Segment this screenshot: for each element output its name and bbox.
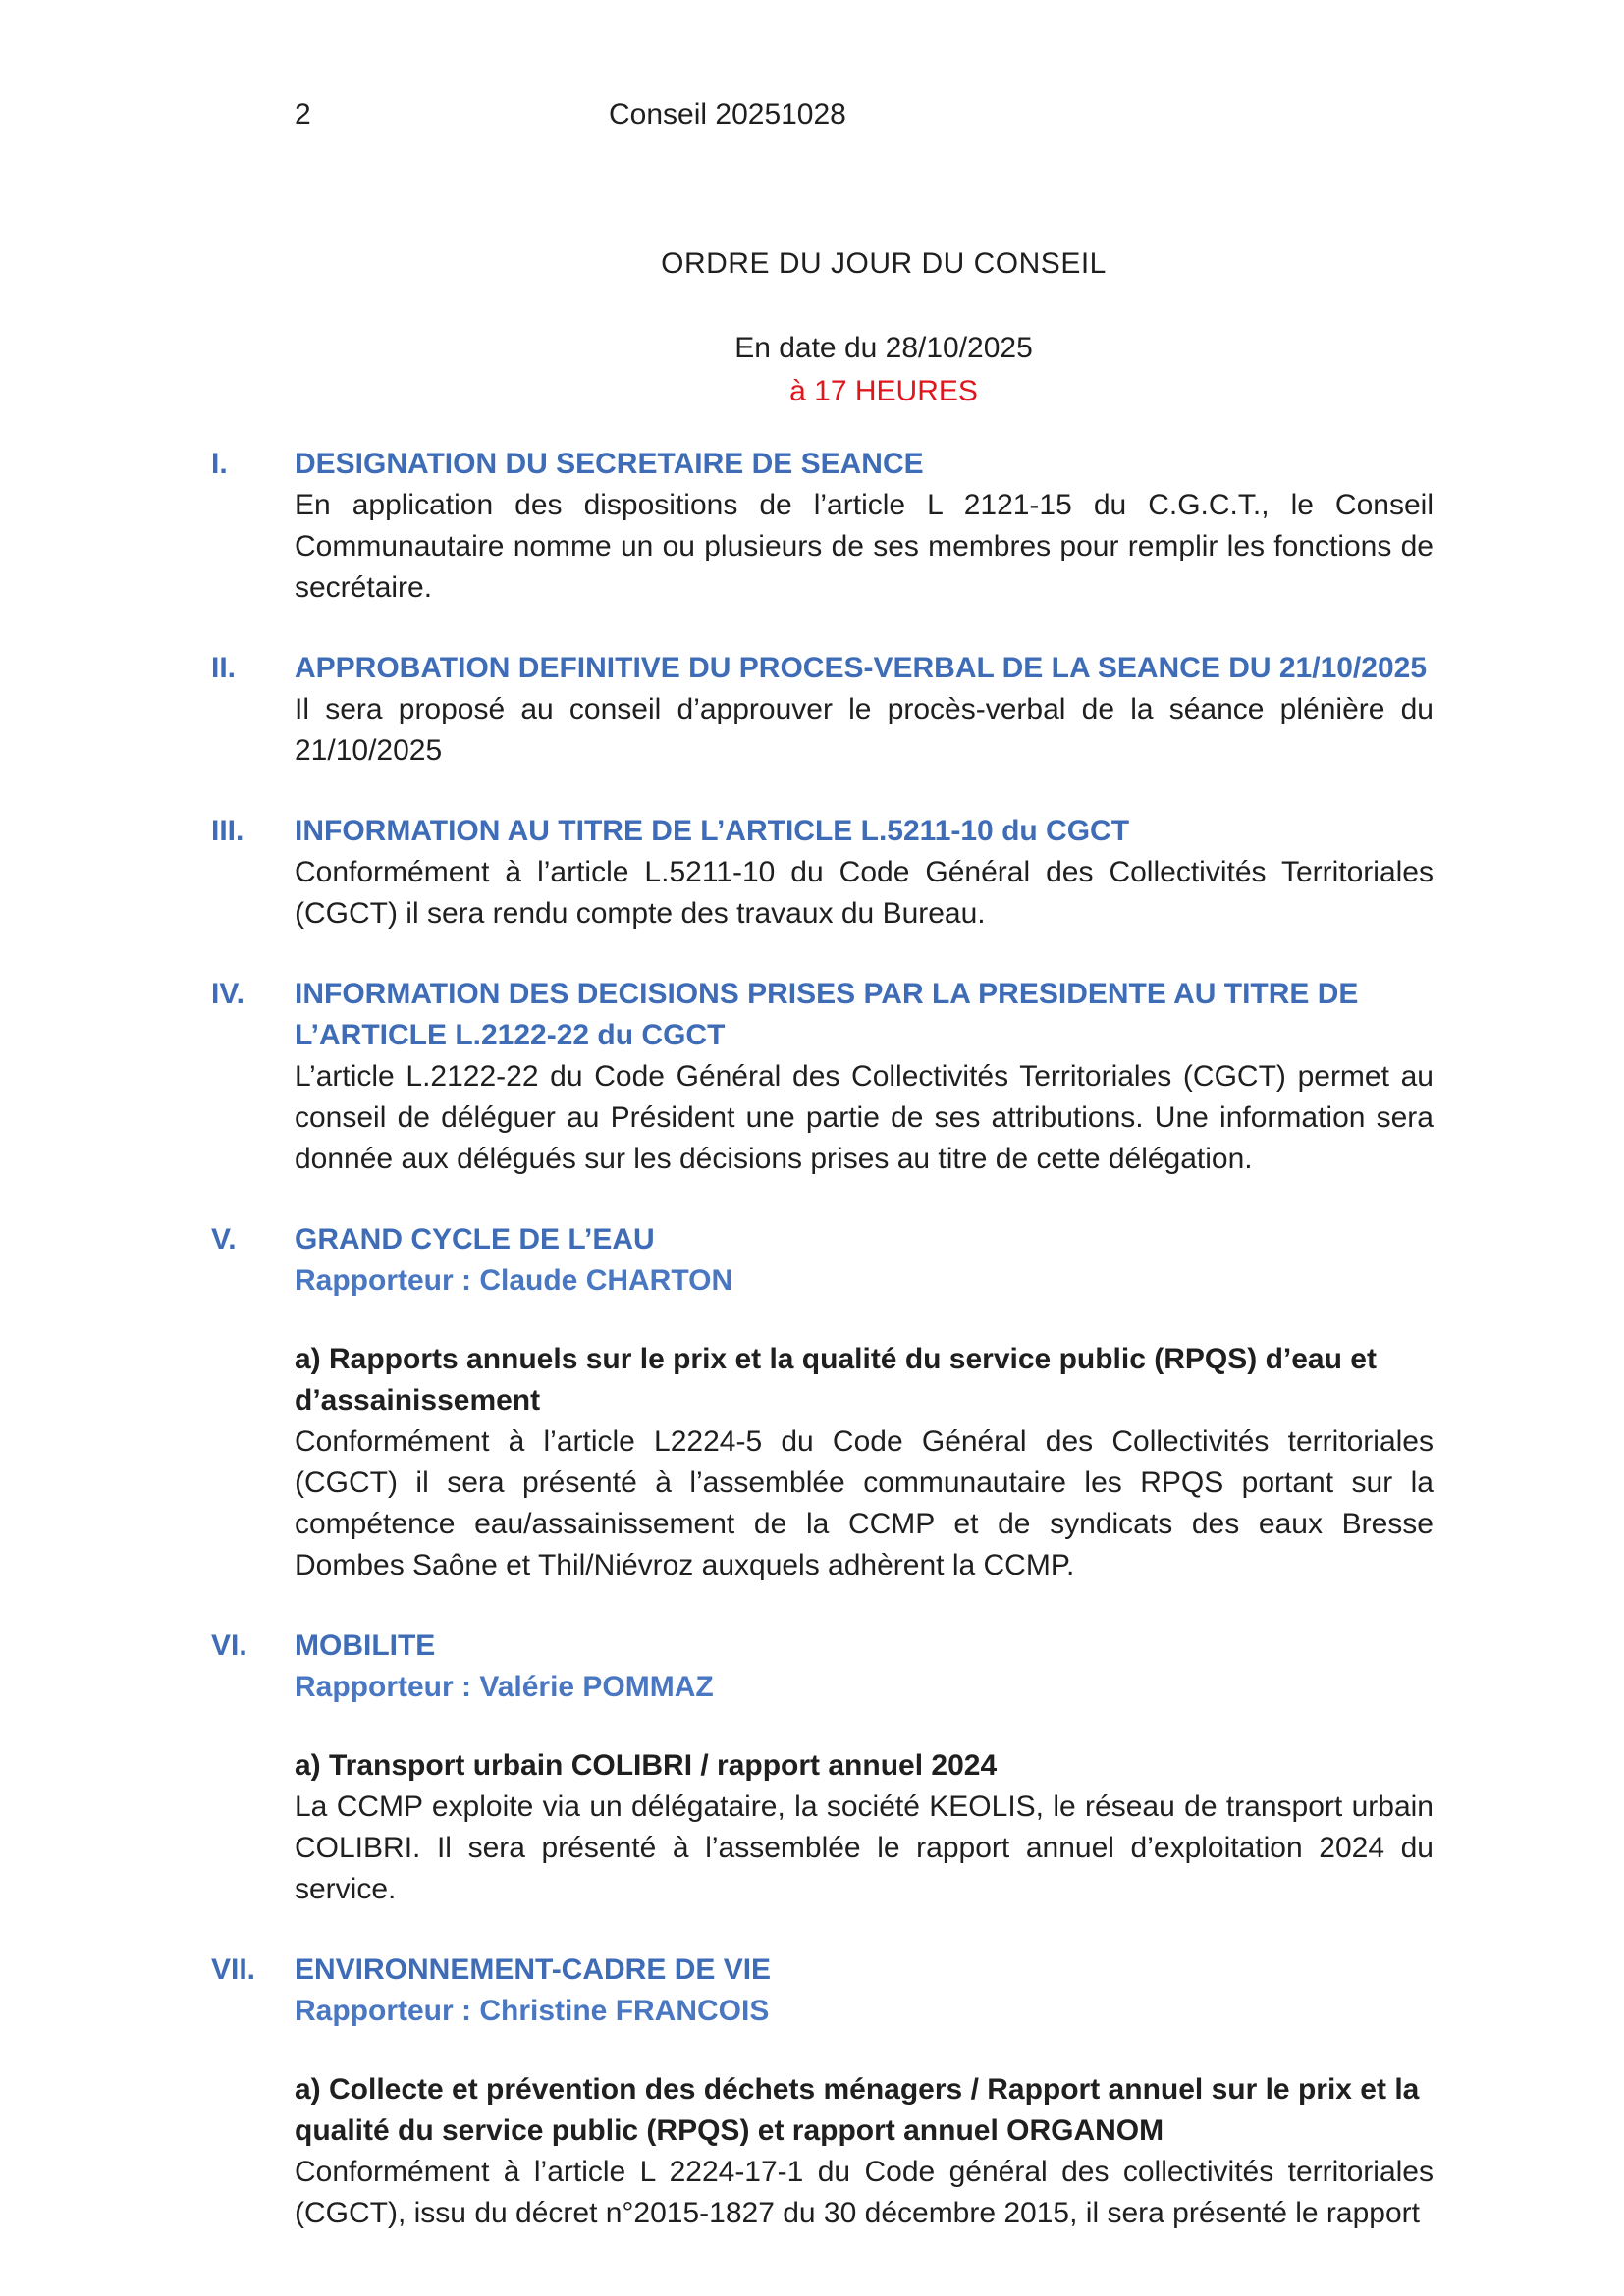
section-heading: INFORMATION AU TITRE DE L’ARTICLE L.5211-10 du CGCT <box>295 815 1130 847</box>
section-rapporteur: Rapporteur : Christine FRANCOIS <box>295 1995 770 2027</box>
agenda-section-7 <box>211 1949 1438 2234</box>
agenda-section-3 <box>211 811 1438 934</box>
document-title: ORDRE DU JOUR DU CONSEIL <box>661 247 1107 280</box>
section-item-a <box>295 1745 1434 1910</box>
section-numeral: VI. <box>211 1629 247 1662</box>
document-date: En date du 28/10/2025 <box>734 332 1033 364</box>
item-label: a) Collecte et prévention des déchets ménagers / Rapport annuel sur le prix et la qualité du service public (RPQS) et rapport annuel ORGANOM <box>295 2073 1420 2147</box>
item-label: a) Rapports annuels sur le prix et la qualité du service public (RPQS) d’eau et d’assainissement <box>295 1343 1377 1416</box>
agenda-section-1 <box>211 444 1438 609</box>
section-numeral: I. <box>211 448 228 480</box>
document-time: à 17 HEURES <box>789 375 978 407</box>
agenda-section-5 <box>211 1219 1438 1586</box>
title-block <box>334 243 1434 412</box>
section-heading: MOBILITE <box>295 1629 436 1662</box>
section-text <box>295 811 1434 934</box>
section-heading: ENVIRONNEMENT-CADRE DE VIE <box>295 1953 772 1986</box>
item-body: Conformément à l’article L2224-5 du Code Général des Collectivités territoriales (CGCT) il sera présenté à l’assemblée communautaire les RPQS portant sur la compétence eau/assainissement de la CCMP et de syndicats des eaux Bresse Dombes Saône et Thil/Niévroz auxquels adhèrent la CCMP. <box>295 1425 1434 1581</box>
section-text <box>295 444 1434 609</box>
section-text <box>295 648 1434 772</box>
item-body: Conformément à l’article L 2224-17-1 du Code général des collectivités territoriales (CGCT), issu du décret n°2015-1827 du 30 décembre 2015, il sera présenté le rapport <box>295 2156 1434 2229</box>
header-doc-ref: Conseil 20251028 <box>609 98 846 131</box>
section-rapporteur: Rapporteur : Claude CHARTON <box>295 1264 733 1297</box>
section-body: Conformément à l’article L.5211-10 du Code Général des Collectivités Territoriales (CGCT) il sera rendu compte des travaux du Bureau. <box>295 856 1434 930</box>
section-rapporteur: Rapporteur : Valérie POMMAZ <box>295 1671 714 1703</box>
section-text <box>295 1626 1434 1910</box>
section-numeral: VII. <box>211 1953 256 1986</box>
section-heading: DESIGNATION DU SECRETAIRE DE SEANCE <box>295 448 924 480</box>
section-item-a <box>295 2069 1434 2234</box>
section-text <box>295 1949 1434 2234</box>
page-number: 2 <box>295 98 311 131</box>
section-text <box>295 974 1434 1180</box>
section-numeral: II. <box>211 652 237 684</box>
section-text <box>295 1219 1434 1586</box>
section-numeral: V. <box>211 1223 237 1255</box>
agenda-section-6 <box>211 1626 1438 1910</box>
section-numeral: IV. <box>211 978 244 1010</box>
section-heading: INFORMATION DES DECISIONS PRISES PAR LA PRESIDENTE AU TITRE DE L’ARTICLE L.2122-22 du CGCT <box>295 978 1359 1051</box>
section-item-a <box>295 1339 1434 1586</box>
section-heading: GRAND CYCLE DE L’EAU <box>295 1223 655 1255</box>
section-numeral: III. <box>211 815 244 847</box>
section-body: En application des dispositions de l’article L 2121-15 du C.G.C.T., le Conseil Communautaire nomme un ou plusieurs de ses membres pour remplir les fonctions de secrétaire. <box>295 489 1434 604</box>
agenda-section-2 <box>211 648 1438 772</box>
section-heading: APPROBATION DEFINITIVE DU PROCES-VERBAL DE LA SEANCE DU 21/10/2025 <box>295 652 1428 684</box>
item-label: a) Transport urbain COLIBRI / rapport annuel 2024 <box>295 1749 998 1782</box>
section-body: L’article L.2122-22 du Code Général des Collectivités Territoriales (CGCT) permet au conseil de déléguer au Président une partie de ses attributions. Une information sera donnée aux délégués sur les décisions prises au titre de cette délégation. <box>295 1060 1434 1175</box>
agenda-content <box>211 444 1438 2273</box>
agenda-section-4 <box>211 974 1438 1180</box>
section-body: Il sera proposé au conseil d’approuver le procès-verbal de la séance plénière du 21/10/2025 <box>295 693 1434 767</box>
item-body: La CCMP exploite via un délégataire, la société KEOLIS, le réseau de transport urbain COLIBRI. Il sera présenté à l’assemblée le rapport annuel d’exploitation 2024 du service. <box>295 1790 1434 1905</box>
